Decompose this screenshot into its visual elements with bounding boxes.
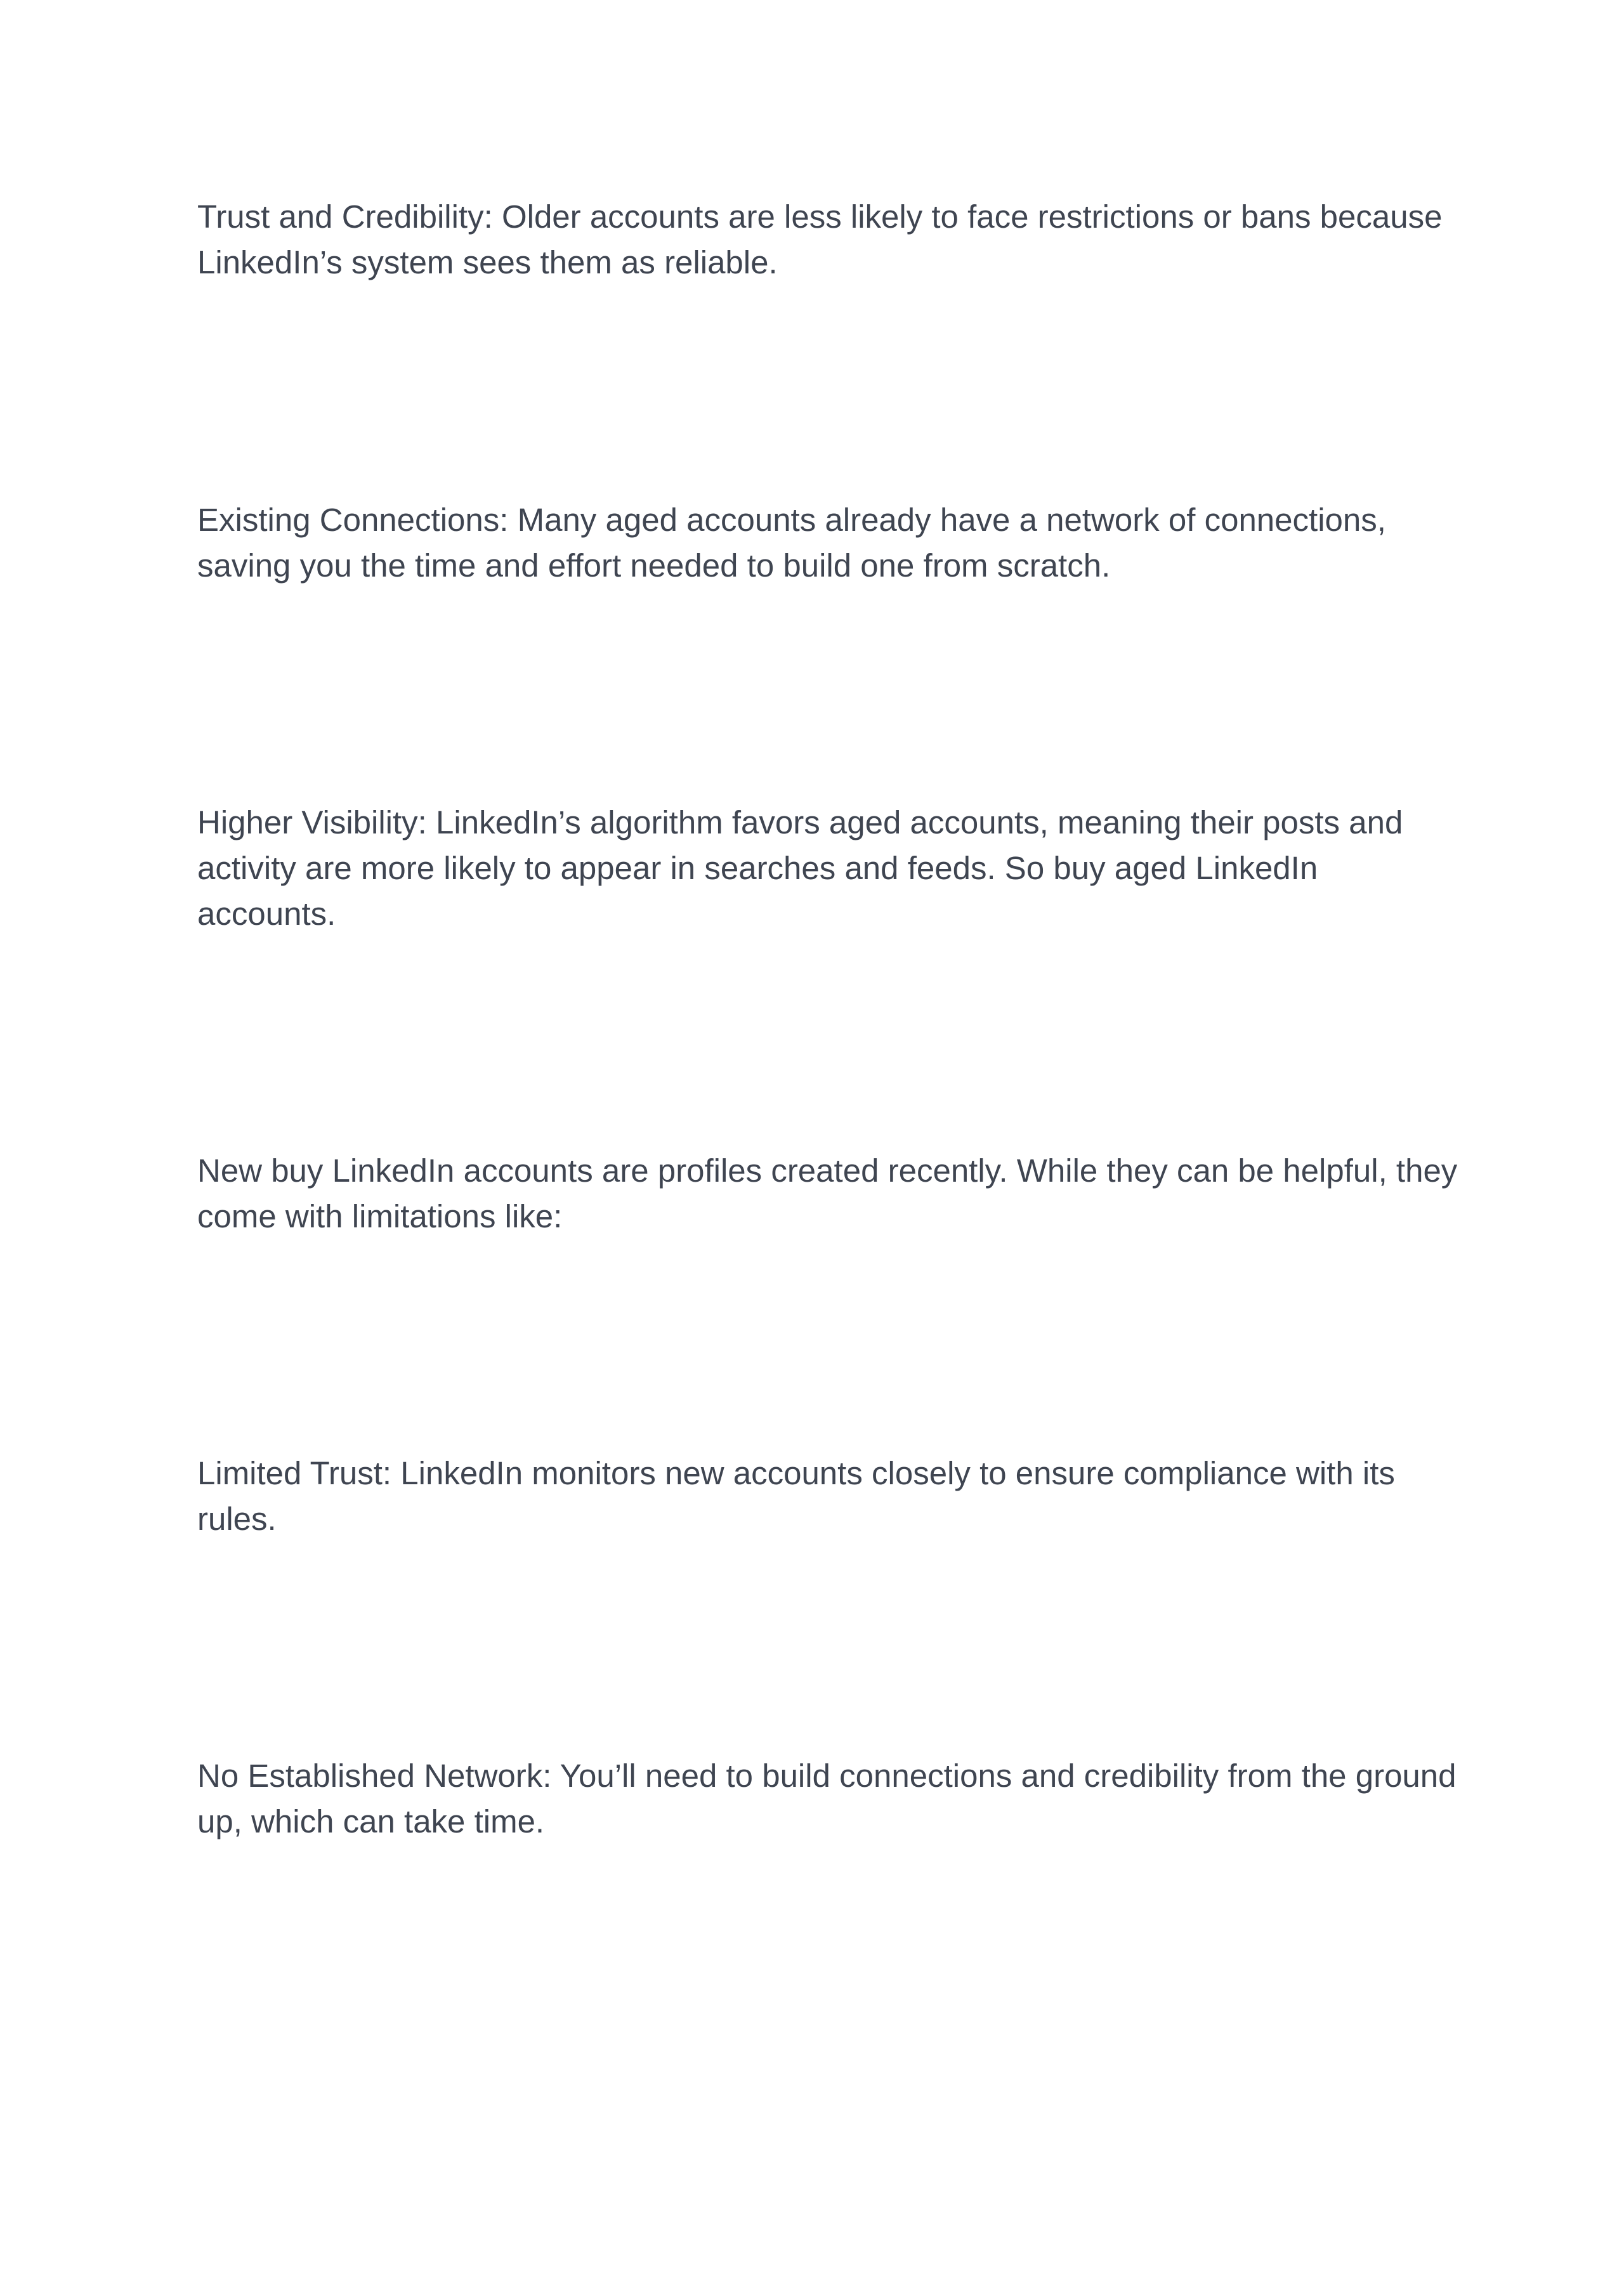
paragraph-higher-visibility: Higher Visibility: LinkedIn’s algorithm favors aged accounts, meaning their posts and activity are more likely to appear in searches and feeds. So buy aged LinkedIn accounts. [197, 804, 1403, 932]
paragraph-trust-credibility: Trust and Credibility: Older accounts are less likely to face restrictions or bans because LinkedIn’s system sees them as reliable. [197, 199, 1443, 280]
paragraph-existing-connections: Existing Connections: Many aged accounts already have a network of connections, saving you the time and effort needed to build one from scratch. [197, 502, 1386, 584]
paragraph-no-established-network: No Established Network: You’ll need to build connections and credibility from the ground up, which can take time. [197, 1758, 1457, 1839]
paragraph-limited-trust: Limited Trust: LinkedIn monitors new accounts closely to ensure compliance with its rules. [197, 1455, 1395, 1537]
paragraph-new-accounts-intro: New buy LinkedIn accounts are profiles created recently. While they can be helpful, they come with limitations like: [197, 1153, 1458, 1234]
